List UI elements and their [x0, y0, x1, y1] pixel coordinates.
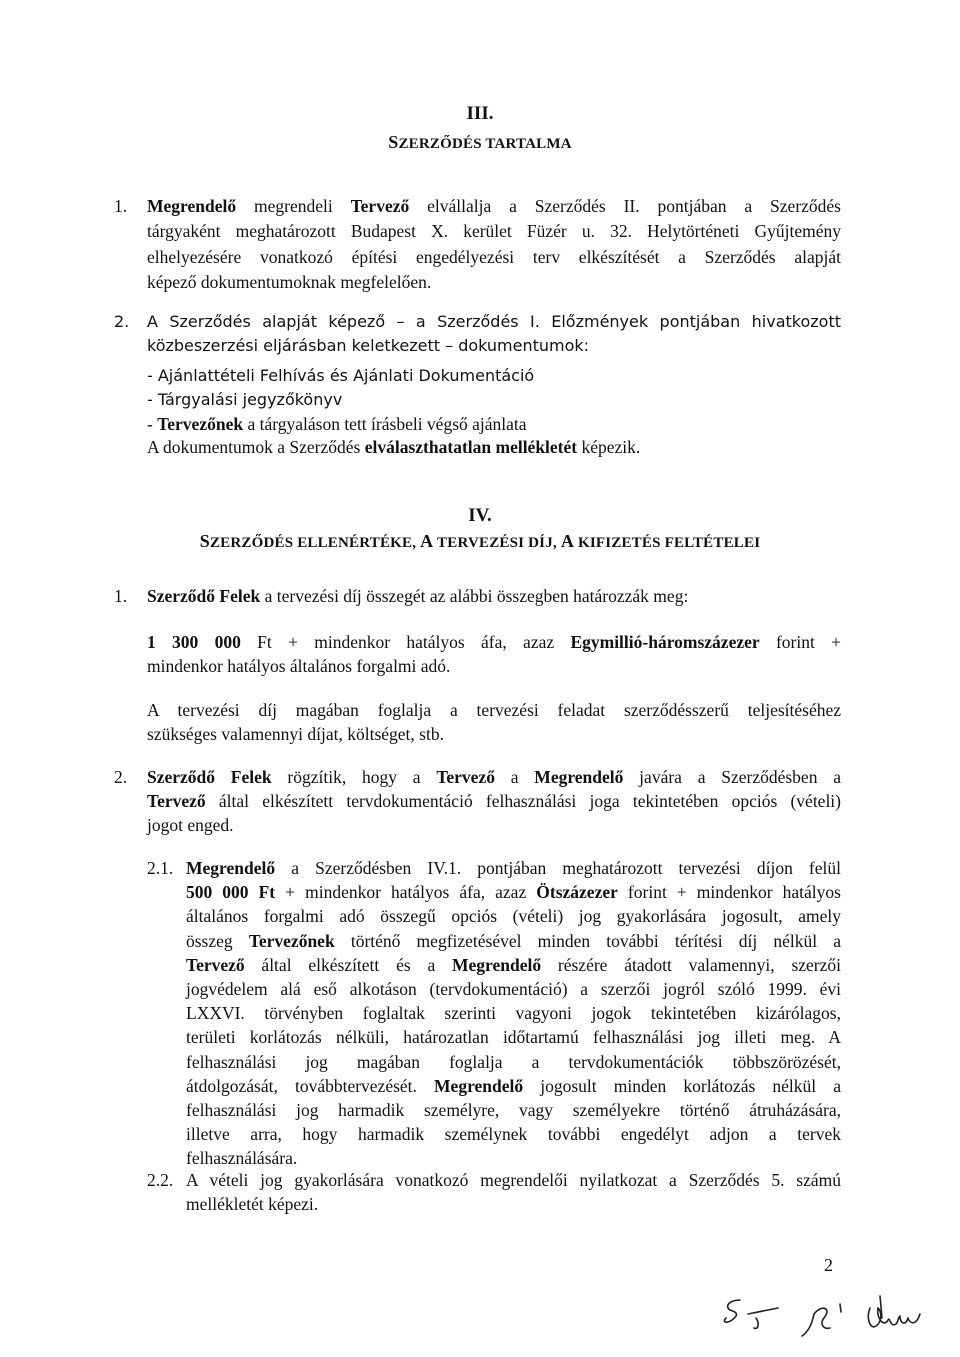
paragraph-line: elhelyezésére vonatkozó építési engedélyezési terv elkészítését a Szerződés alapját [147, 247, 841, 267]
item-number: 2. [114, 767, 128, 787]
list-item: - Ajánlattételi Felhívás és Ajánlati Dokumentáció [147, 366, 535, 385]
paragraph-line: A dokumentumok a Szerződés elválaszthatatlan mellékletét képezik. [147, 437, 641, 457]
paragraph-line: Megrendelő a Szerződésben IV.1. pontjában meghatározott tervezési díjon felül [186, 858, 841, 878]
paragraph-line: közbeszerzési eljárásban keletkezett – dokumentumok: [147, 336, 590, 355]
paragraph-line: illetve arra, hogy harmadik személynek további engedélyt adjon a tervek [186, 1124, 841, 1144]
paragraph-line: felhasználási jog harmadik személyre, vagy személyekre történő átruházására, [186, 1100, 841, 1120]
item-number: 1. [114, 196, 128, 216]
item-number: 1. [114, 586, 128, 606]
paragraph-line: átdolgozását, továbbtervezését. Megrendelő jogosult minden korlátozás nélkül a [186, 1076, 842, 1096]
list-item: - Tervezőnek a tárgyaláson tett írásbeli végső ajánlata [147, 414, 527, 434]
paragraph-line: összeg Tervezőnek történő megfizetésével minden további térítési díj nélkül a [186, 931, 841, 951]
paragraph-line: mellékletét képezi. [186, 1194, 319, 1214]
page-number: 2 [824, 1255, 833, 1275]
amount-line: 1 300 000 Ft + mindenkor hatályos áfa, azaz Egymillió-háromszázezer forint + [147, 632, 842, 652]
paragraph-line: jogot enged. [147, 815, 234, 835]
section-3-title: SZERZŐDÉS TARTALMA [388, 132, 572, 152]
initial-stroke [724, 1300, 740, 1322]
paragraph-line: A vételi jog gyakorlására vonatkozó megrendelői nyilatkozat a Szerződés 5. számú [186, 1170, 841, 1190]
paragraph-line: A tervezési díj magában foglalja a tervezési feladat szerződésszerű teljesítéséhez [147, 700, 841, 720]
paragraph-line: 500 000 Ft + mindenkor hatályos áfa, azaz Ötszázezer forint + mindenkor hatályos [186, 882, 841, 902]
initial-stroke [840, 1304, 841, 1312]
section-4-number: IV. [468, 505, 492, 526]
paragraph-line: felhasználására. [186, 1148, 298, 1168]
paragraph-line: általános forgalmi adó összegű opciós (vételi) jog gyakorlására jogosult, amely [186, 906, 841, 926]
initial-stroke [802, 1314, 814, 1336]
paragraph-line: LXXVI. törvényben foglaltak szerinti vagyoni jogok tekintetében kizárólagos, [186, 1003, 841, 1023]
paragraph-line: Megrendelő megrendeli Tervező elvállalja a Szerződés II. pontjában a Szerződés [147, 196, 841, 216]
subitem-number: 2.2. [147, 1170, 174, 1190]
signature-stroke [868, 1308, 920, 1327]
initial-stroke [814, 1308, 830, 1328]
section-3-number: III. [466, 103, 494, 124]
paragraph-line: Tervező által elkészített és a Megrendelő részére átadott valamennyi, szerzői [186, 955, 841, 975]
paragraph-line: Szerződő Felek rögzítik, hogy a Tervező a Megrendelő javára a Szerződésben a [147, 767, 841, 787]
subitem-number: 2.1. [147, 858, 174, 878]
list-item: - Tárgyalási jegyzőkönyv [147, 390, 343, 409]
paragraph-line: tárgyaként meghatározott Budapest X. kerület Füzér u. 32. Helytörténeti Gyűjtemény [147, 221, 841, 241]
paragraph-line: Szerződő Felek a tervezési díj összegét az alábbi összegben határozzák meg: [147, 586, 689, 606]
paragraph-line: jogvédelem alá eső alkotáson (tervdokumentáció) a szerzői jogról szóló 1999. évi [186, 979, 841, 999]
paragraph-line: szükséges valamennyi díjat, költséget, stb. [147, 724, 444, 744]
paragraph-line: területi korlátozás nélküli, határozatlan időtartamú felhasználási jog illeti meg. A [186, 1027, 841, 1047]
initial-stroke [754, 1318, 758, 1328]
item-number: 2. [114, 312, 130, 331]
paragraph-line: Tervező által elkészített tervdokumentáció felhasználási joga tekintetében opciós (vételi) [147, 791, 841, 811]
paragraph-line: képező dokumentumoknak megfelelően. [147, 272, 432, 292]
paragraph-line: A Szerződés alapját képező – a Szerződés I. Előzmények pontjában hivatkozott [147, 312, 841, 331]
initial-stroke [748, 1308, 778, 1314]
handwritten-signature [700, 1278, 940, 1348]
section-4-title: SZERZŐDÉS ELLENÉRTÉKE, A TERVEZÉSI DÍJ, A KIFIZETÉS FELTÉTELEI [199, 531, 761, 551]
paragraph-line: felhasználási jog magában foglalja a tervdokumentációk többszörözését, [186, 1052, 841, 1072]
amount-line: mindenkor hatályos általános forgalmi adó. [147, 656, 451, 676]
